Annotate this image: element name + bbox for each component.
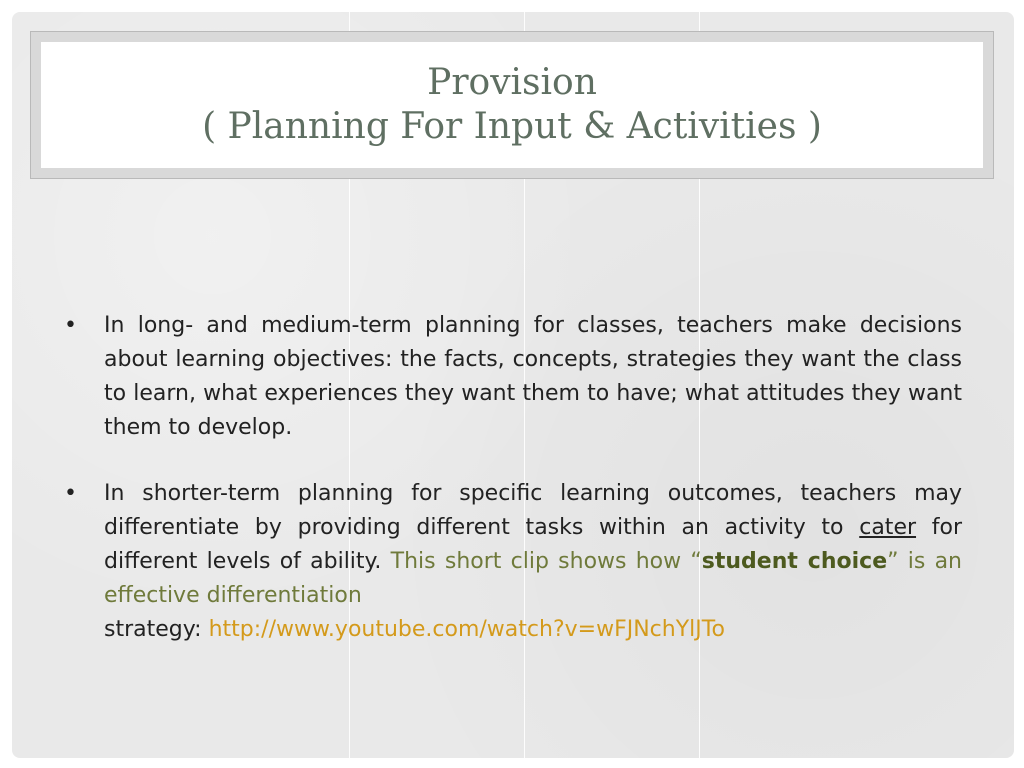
slide-title: Provision xyxy=(427,62,597,103)
bullet-item xyxy=(64,309,962,445)
bullet-item xyxy=(64,477,962,647)
slide-subtitle: ( Planning For Input & Activities ) xyxy=(202,106,822,147)
clip-tail: ” is an effective differentiation xyxy=(104,549,962,608)
youtube-link[interactable]: http://www.youtube.com/watch?v=wFJNchYlJTo xyxy=(208,617,725,642)
student-choice-emphasis: student choice xyxy=(701,549,888,574)
slide xyxy=(12,12,1014,758)
clip-lead: This short clip shows how “ xyxy=(390,549,702,574)
bullet-text: In long- and medium-term planning for classes, teachers make decisions about learning objectives: the facts, concepts, strategies they want the class to learn, what experiences they want them to have; what attitudes they want them to develop. xyxy=(104,313,962,440)
title-box xyxy=(41,42,983,168)
cater-link[interactable]: cater xyxy=(859,515,917,540)
content-area xyxy=(64,309,962,679)
bullet-text-part: In shorter-term planning for specific learning outcomes, teachers may differentiate by providing different tasks within an activity to xyxy=(104,481,962,540)
bullet-text-part: for different levels of ability. xyxy=(104,515,962,574)
title-frame xyxy=(30,31,994,179)
bullet-marker: • xyxy=(64,481,77,506)
bullet-marker: • xyxy=(64,313,77,338)
strategy-label: strategy: xyxy=(104,617,209,642)
bullet-text xyxy=(104,477,962,647)
